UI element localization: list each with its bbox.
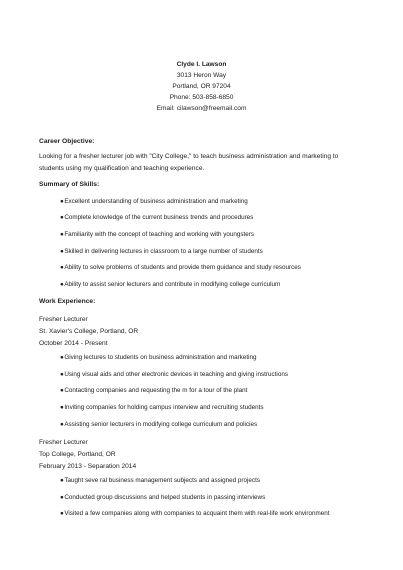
job-duty-text: Conducted group discussions and helped students in passing interviews [64,494,266,501]
job-dates: October 2014 - Present [39,340,108,347]
job-duty-item [60,421,257,428]
phone-line: Phone: 503-858-6850 [169,94,234,102]
job-duty-item [60,477,260,484]
career-objective-line-1: Looking for a fresher lecturer job with "City College," to teach business administration and marketing to [39,153,339,160]
skill-text: Excellent understanding of business administration and marketing [64,198,248,205]
skill-item [60,281,280,288]
skill-item [60,198,248,205]
bullet-icon: ● [60,510,64,517]
job-duty-item [60,404,263,411]
skill-item [60,248,263,255]
work-experience-heading: Work Experience: [39,298,96,305]
job-organization: Top College, Portland, OR [39,451,116,458]
job-duty-item [60,354,256,361]
bullet-icon: ● [60,281,64,288]
bullet-icon: ● [60,387,64,394]
skill-text: Ability to assist senior lecturers and contribute in modifying college curriculum [64,281,281,288]
bullet-icon: ● [60,477,64,484]
job-duty-text: Taught seve ral business management subjects and assigned projects [64,477,260,484]
job-duty-text: Inviting companies for holding campus interview and recruiting students [64,404,264,411]
contact-header [0,59,403,114]
job-organization: St. Xavier's College, Portland, OR [39,328,139,335]
skill-item [60,231,254,238]
skill-item [60,264,301,271]
candidate-name: Clyde I. Lawson [176,61,227,68]
bullet-icon: ● [60,248,64,255]
job-duty-text: Visited a few companies along with companies to acquaint them with real-life work environment [64,510,330,517]
bullet-icon: ● [60,371,64,378]
bullet-icon: ● [60,231,64,238]
bullet-icon: ● [60,264,64,271]
skill-item [60,214,253,221]
bullet-icon: ● [60,421,64,428]
job-title: Fresher Lecturer [39,439,88,446]
career-objective-line-2: students using my qualification and teaching experience. [39,165,205,172]
skill-text: Skilled in delivering lectures in classroom to a large number of students [64,248,263,255]
job-duty-item [60,371,288,378]
address-line-1: 3013 Heron Way [176,72,227,80]
skill-text: Familiarity with the concept of teaching and working with youngsters [64,231,255,238]
job-duty-text: Giving lectures to students on business administration and marketing [64,354,257,361]
job-duty-text: Contacting companies and requesting the m for a tour of the plant [64,387,248,394]
job-duty-text: Assisting senior lecturers in modifying college curriculum and policies [64,421,258,428]
job-duty-item [60,510,330,517]
job-title: Fresher Lecturer [39,316,88,323]
address-line-2: Portland, OR 97204 [172,83,231,91]
bullet-icon: ● [60,354,64,361]
skill-text: Complete knowledge of the current business trends and procedures [64,214,254,221]
job-duty-text: Using visual aids and other electronic devices in teaching and giving instructions [64,371,288,378]
bullet-icon: ● [60,404,64,411]
email-line: Email: cilawson@freemail.com [156,105,247,113]
skill-text: Ability to solve problems of students and provide them guidance and study resources [64,264,301,271]
bullet-icon: ● [60,494,64,501]
job-dates: February 2013 - Separation 2014 [39,463,137,470]
job-duty-item [60,387,247,394]
bullet-icon: ● [60,214,64,221]
career-objective-heading: Career Objective: [39,138,95,145]
skills-heading: Summary of Skills: [39,181,100,188]
bullet-icon: ● [60,198,64,205]
job-duty-item [60,494,265,501]
